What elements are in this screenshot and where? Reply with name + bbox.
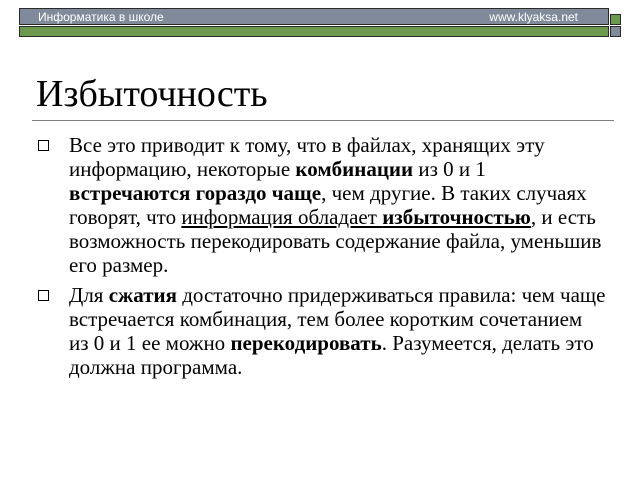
header-green-square [610,14,621,25]
bold-text: перекодировать [230,331,382,355]
header-accent-bar [19,26,609,37]
bold-text: сжатия [108,283,177,307]
bullet-item-1 [36,133,606,277]
text: Все это приводит к тому, что в файлах, хранящих эту информацию, некоторые [69,133,545,181]
square-bullet-icon [38,290,49,301]
text: Для [69,283,109,307]
header-bar [19,8,609,25]
header-gray-square [610,26,621,37]
text: из 0 и 1 [413,157,486,181]
bold-underlined-text: избыточностью [382,205,531,229]
text: . Разумеется, делать это должна программа. [69,331,594,379]
square-bullet-icon [38,140,49,151]
bullet-list [36,133,606,385]
text: , чем другие. В таких случаях говорят, что [69,181,587,229]
text: достаточно придерживаться правила: чем чаще встречается комбинация, тем более коротким сочетанием из 0 и 1 ее можно [69,283,606,355]
underlined-text: информация обладает [181,205,383,229]
slide-title: Избыточность [36,73,268,115]
title-divider [32,120,614,121]
bold-text: встречаются гораздо чаще [69,181,322,205]
bullet-item-2 [36,283,606,379]
header-left-text: Информатика в школе [38,10,164,24]
bold-text: комбинации [295,157,414,181]
header-site-link: www.klyaksa.net [489,10,578,24]
text: , и есть возможность перекодировать содержание файла, уменьшив его размер. [69,205,602,277]
